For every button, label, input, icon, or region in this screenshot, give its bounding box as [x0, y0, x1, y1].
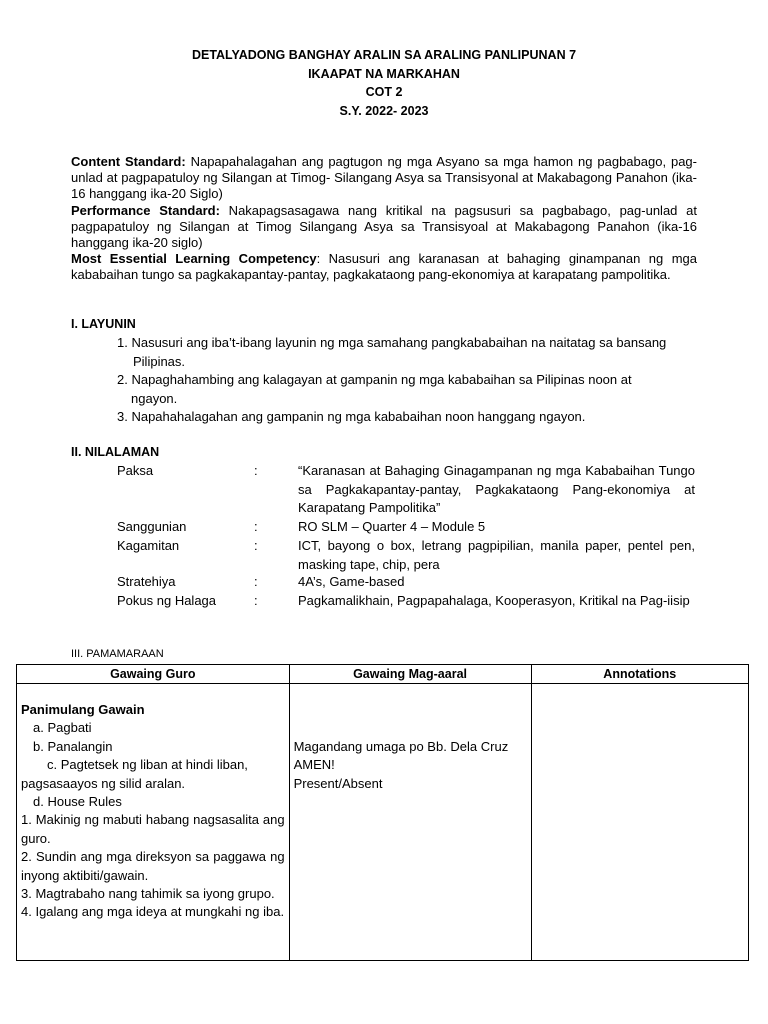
row-value: ICT, bayong o box, letrang pagpipilian, manila paper, pentel pen, masking tape, chip, pera — [298, 538, 695, 572]
performance-standard-text: Nakapagsasagawa nang kritikal na pagsusuri sa pagbabago, pag-unlad at pagpapatuloy ng Silangan at Timog Silangang Asya sa Transisyoal at Makabagong Panahon (ika-16 hanggang ika-20 siglo) — [71, 202, 698, 251]
content-standard-text: Napapahalagahan ang pagtugon ng mga Asyano sa mga hamon ng pagbabago, pag-unlad at pagpapatuloy ng Silangan at Timog- Silangang Asya sa Transisyonal at Makabagong Panahon (ika-16 hanggang ika-20 Siglo) — [71, 154, 697, 202]
gawaing-magaaral-cell — [289, 684, 531, 961]
row-key: Pokus ng Halaga — [117, 593, 217, 608]
header-quarter: IKAAPAT NA MARKAHAN — [308, 66, 460, 81]
magaaral-response: AMEN! — [293, 757, 335, 773]
nilalaman-row-pokus — [117, 592, 707, 629]
row-value: Pagkamalikhain, Pagpapahalaga, Kooperasyon, Kritikal na Pag-iisip — [298, 593, 690, 608]
nilalaman-row-kagamitan — [117, 537, 707, 574]
row-value: “Karanasan at Bahaging Ginagampanan ng mga Kababaihan Tungo sa Pagkakapantay-pantay, Pagkakataong Pang-ekonomiya at Karapatang Pampolitika” — [298, 463, 695, 515]
row-colon: : — [254, 463, 258, 478]
magaaral-response: Magandang umaga po Bb. Dela Cruz — [293, 739, 509, 754]
melc-text: : Nasusuri ang karanasan at bahaging ginampanan ng mga kababaihan tungo sa pagkakapantay-pantay, pagkakataong pang-ekonomiya at karapatang pampolitika. — [71, 251, 697, 283]
guro-item-c-cont: pagsasaayos ng silid aralan. — [21, 775, 186, 791]
content-standard — [71, 154, 697, 203]
guro-item-c: c. Pagtetsek ng liban at hindi liban, — [47, 757, 248, 773]
guro-heading: Panimulang Gawain — [21, 702, 145, 717]
row-key: Stratehiya — [117, 574, 176, 589]
row-colon: : — [254, 574, 258, 589]
melc-label: Most Essential Learning Competency — [71, 251, 317, 267]
objective-3-line1: 3. Napahahalagahan ang gampanin ng mga kababaihan noon hanggang ngayon. — [117, 409, 586, 424]
row-colon: : — [254, 538, 258, 553]
row-key: Kagamitan — [117, 538, 180, 553]
row-key: Sanggunian — [117, 519, 187, 534]
column-header: Gawaing Mag-aaral — [289, 665, 531, 684]
guro-item-a: a. Pagbati — [33, 720, 92, 736]
objective-2 — [117, 371, 707, 408]
objective-1-line1: 1. Nasusuri ang iba’t-ibang layunin ng mga samahang pangkababaihan na naitatag sa bansang — [117, 335, 667, 350]
header-title: DETALYADONG BANGHAY ARALIN SA ARALING PANLIPUNAN 7 — [191, 48, 577, 62]
objective-3 — [117, 408, 707, 427]
melc — [71, 251, 697, 283]
house-rule: 3. Magtrabaho nang tahimik sa iyong grupo. — [21, 886, 275, 902]
objective-1-line2: Pilipinas. — [133, 353, 186, 369]
gawaing-guro-cell — [17, 684, 290, 961]
header-cot: COT 2 — [365, 85, 403, 99]
objective-2-line1: 2. Napaghahambing ang kalagayan at gampanin ng mga kababaihan sa Pilipinas noon at — [117, 372, 632, 387]
row-colon: : — [254, 519, 258, 534]
procedure-table — [16, 664, 749, 961]
performance-standard — [71, 203, 697, 252]
standards-block — [71, 154, 697, 284]
house-rule: 1. Makinig ng mabuti habang nagsasalita ang guro. — [21, 812, 285, 846]
section-nilalaman-title: II. NILALAMAN — [71, 445, 160, 459]
objective-2-line2: ngayon. — [131, 390, 178, 406]
objective-1 — [117, 334, 707, 371]
column-header: Gawaing Guro — [17, 665, 290, 684]
nilalaman-row-stratehiya — [117, 573, 707, 592]
house-rule: 2. Sundin ang mga direksyon sa paggawa ng inyong aktibiti/gawain. — [21, 849, 285, 883]
annotations-cell — [531, 684, 748, 961]
column-header: Annotations — [531, 665, 748, 684]
table-header-row — [17, 665, 749, 684]
row-colon: : — [254, 593, 258, 608]
nilalaman-row-paksa — [117, 462, 707, 518]
section-pamamaraan-title: III. PAMAMARAAN — [71, 648, 164, 660]
guro-item-d: d. House Rules — [33, 794, 122, 810]
performance-standard-label: Performance Standard: — [71, 202, 220, 218]
header-school-year: S.Y. 2022- 2023 — [339, 103, 429, 118]
nilalaman-row-sanggunian — [117, 518, 707, 537]
guro-item-b: b. Panalangin — [33, 738, 113, 754]
section-layunin-title: I. LAYUNIN — [71, 317, 136, 331]
row-key: Paksa — [117, 463, 154, 478]
magaaral-response: Present/Absent — [293, 775, 383, 791]
row-value: RO SLM – Quarter 4 – Module 5 — [298, 519, 486, 534]
house-rule: 4. Igalang ang mga ideya at mungkahi ng iba. — [21, 904, 285, 920]
table-row — [17, 684, 749, 961]
content-standard-label: Content Standard: — [71, 154, 186, 169]
document-header — [0, 46, 768, 120]
row-value: 4A’s, Game-based — [298, 574, 405, 589]
